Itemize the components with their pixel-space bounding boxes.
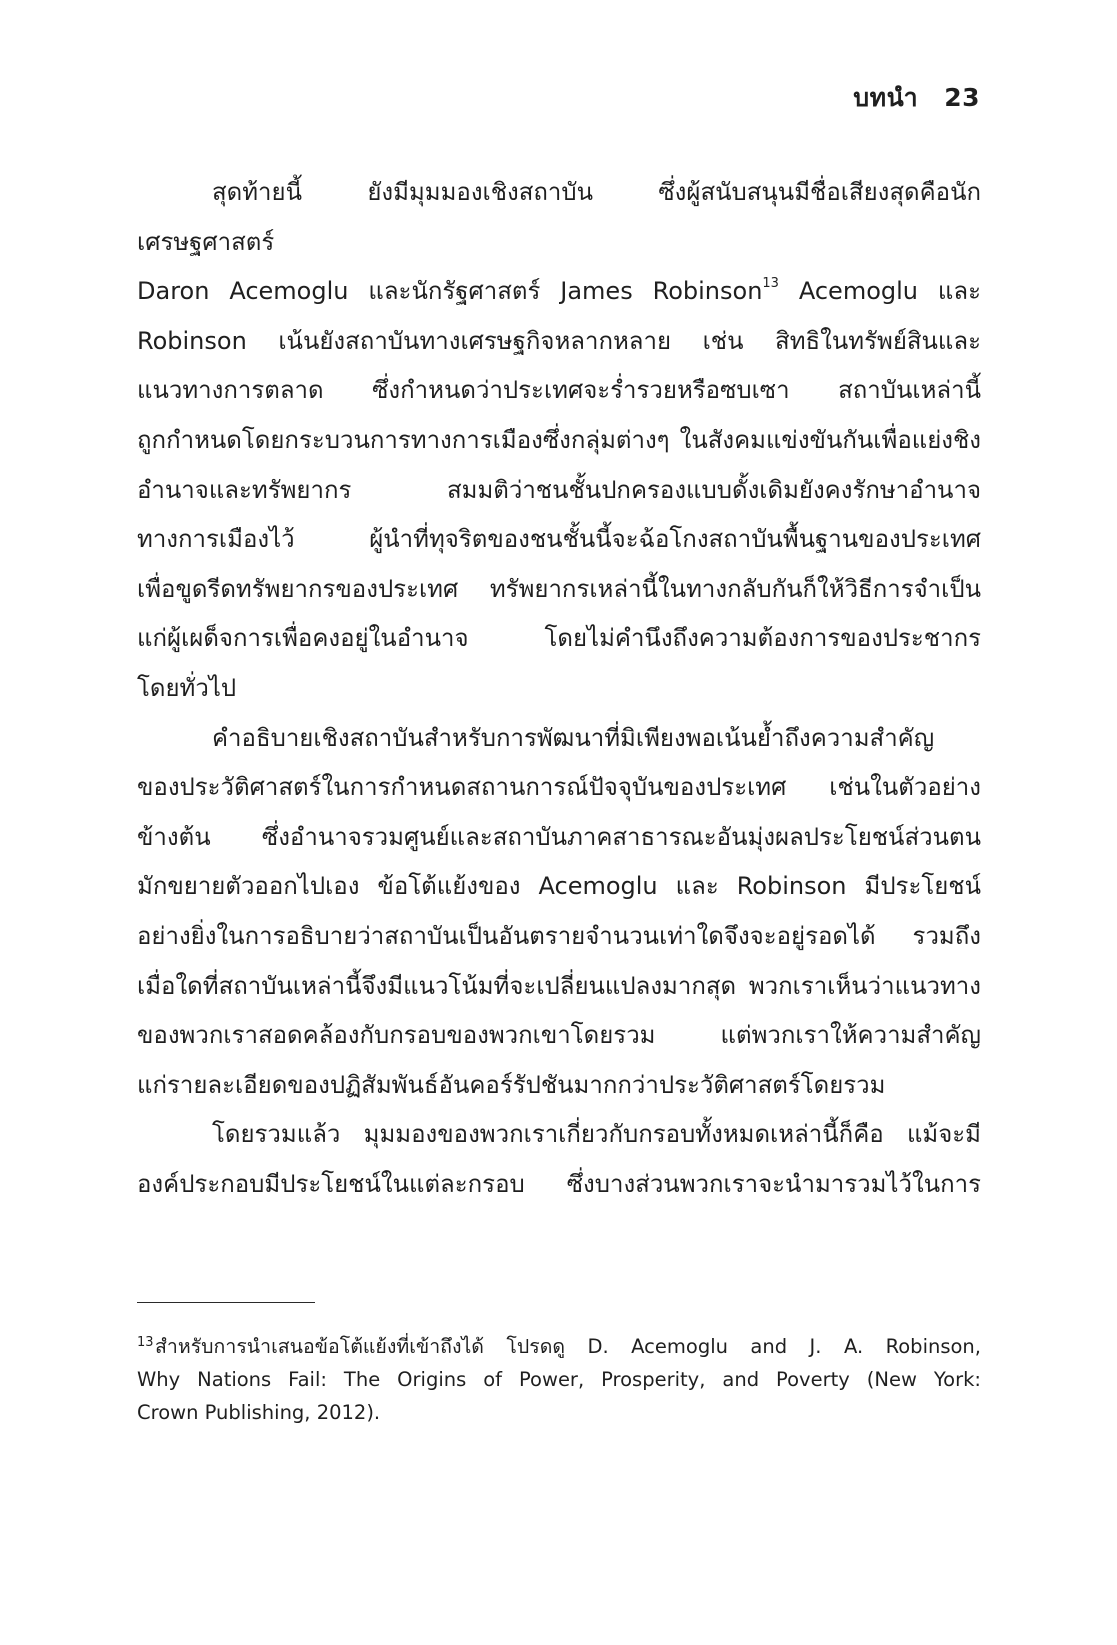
- text-line: โดยรวมแล้ว มุมมองของพวกเราเกี่ยวกับกรอบทั้งหมดเหล่านี้ก็คือ แม้จะมี: [212, 1120, 981, 1149]
- text-line: ข้างต้น ซึ่งอำนาจรวมศูนย์และสถาบันภาคสาธารณะอันมุ่งผลประโยชน์ส่วนตน: [137, 822, 981, 851]
- footnote-line: [137, 1330, 981, 1363]
- text-line: แก่รายละเอียดของปฏิสัมพันธ์อันคอร์รัปชันมากกว่าประวัติศาสตร์โดยรวม: [137, 1070, 886, 1099]
- text-line: Robinson เน้นยังสถาบันทางเศรษฐกิจหลากหลาย เช่น สิทธิในทรัพย์สินและ: [137, 326, 981, 355]
- text-line-segment: Daron Acemoglu และนักรัฐศาสตร์ James Robinson: [137, 277, 763, 306]
- text-line: มักขยายตัวออกไปเอง ข้อโต้แย้งของ Acemoglu และ Robinson มีประโยชน์: [137, 872, 981, 901]
- text-line: ของประวัติศาสตร์ในการกำหนดสถานการณ์ปัจจุบันของประเทศ เช่นในตัวอย่าง: [137, 773, 981, 802]
- footnote-line-text: สำหรับการนำเสนอข้อโต้แย้งที่เข้าถึงได้ โปรดดู D. Acemoglu and J. A. Robinson,: [155, 1335, 981, 1358]
- text-line: [137, 267, 981, 317]
- footnote-line: Why Nations Fail: The Origins of Power, Prosperity, and Poverty (New York:: [137, 1368, 981, 1391]
- text-line: ทางการเมืองไว้ ผู้นำที่ทุจริตของชนชั้นนี้จะฉ้อโกงสถาบันพื้นฐานของประเทศ: [137, 525, 981, 554]
- text-line: สุดท้ายนี้ ยังมีมุมมองเชิงสถาบัน ซึ่งผู้สนับสนุนมีชื่อเสียงสุดคือนักเศรษฐศาสตร์: [137, 178, 981, 256]
- running-header: [853, 78, 980, 118]
- text-line: แก่ผู้เผด็จการเพื่อคงอยู่ในอำนาจ โดยไม่คำนึงถึงความต้องการของประชากร: [137, 624, 981, 653]
- text-line: คำอธิบายเชิงสถาบันสำหรับการพัฒนาที่มิเพียงพอเน้นย้ำถึงความสำคัญ: [212, 723, 935, 752]
- footnote-mark: 13: [137, 1335, 154, 1350]
- text-line: แนวทางการตลาด ซึ่งกำหนดว่าประเทศจะร่ำรวยหรือซบเซา สถาบันเหล่านี้: [137, 376, 981, 405]
- footnote-line: Crown Publishing, 2012).: [137, 1401, 381, 1424]
- page-number: 23: [944, 83, 980, 112]
- text-line: อย่างยิ่งในการอธิบายว่าสถาบันเป็นอันตรายจำนวนเท่าใดจึงจะอยู่รอดได้ รวมถึง: [137, 921, 981, 950]
- text-line: เพื่อขูดรีดทรัพยากรของประเทศ ทรัพยากรเหล่านี้ในทางกลับกันก็ให้วิธีการจำเป็น: [137, 574, 981, 603]
- text-line: อำนาจและทรัพยากร สมมติว่าชนชั้นปกครองแบบดั้งเดิมยังคงรักษาอำนาจ: [137, 475, 981, 504]
- text-line-segment: Acemoglu และ: [778, 277, 981, 306]
- text-line: เมื่อใดที่สถาบันเหล่านี้จึงมีแนวโน้มที่จะเปลี่ยนแปลงมากสุด พวกเราเห็นว่าแนวทาง: [137, 971, 981, 1000]
- footnote: [137, 1330, 981, 1429]
- chapter-title: บทนำ: [853, 83, 919, 112]
- footnote-separator: [137, 1302, 315, 1303]
- text-line: องค์ประกอบมีประโยชน์ในแต่ละกรอบ ซึ่งบางส่วนพวกเราจะนำมารวมไว้ในการ: [137, 1169, 981, 1198]
- text-line: โดยทั่วไป: [137, 673, 237, 702]
- text-line: ถูกกำหนดโดยกระบวนการทางการเมืองซึ่งกลุ่มต่างๆ ในสังคมแข่งขันกันเพื่อแย่งชิง: [137, 425, 981, 454]
- footnote-reference[interactable]: 13: [762, 276, 779, 292]
- text-line: ของพวกเราสอดคล้องกับกรอบของพวกเขาโดยรวม แต่พวกเราให้ความสำคัญ: [137, 1021, 981, 1050]
- body-text: [137, 168, 981, 1209]
